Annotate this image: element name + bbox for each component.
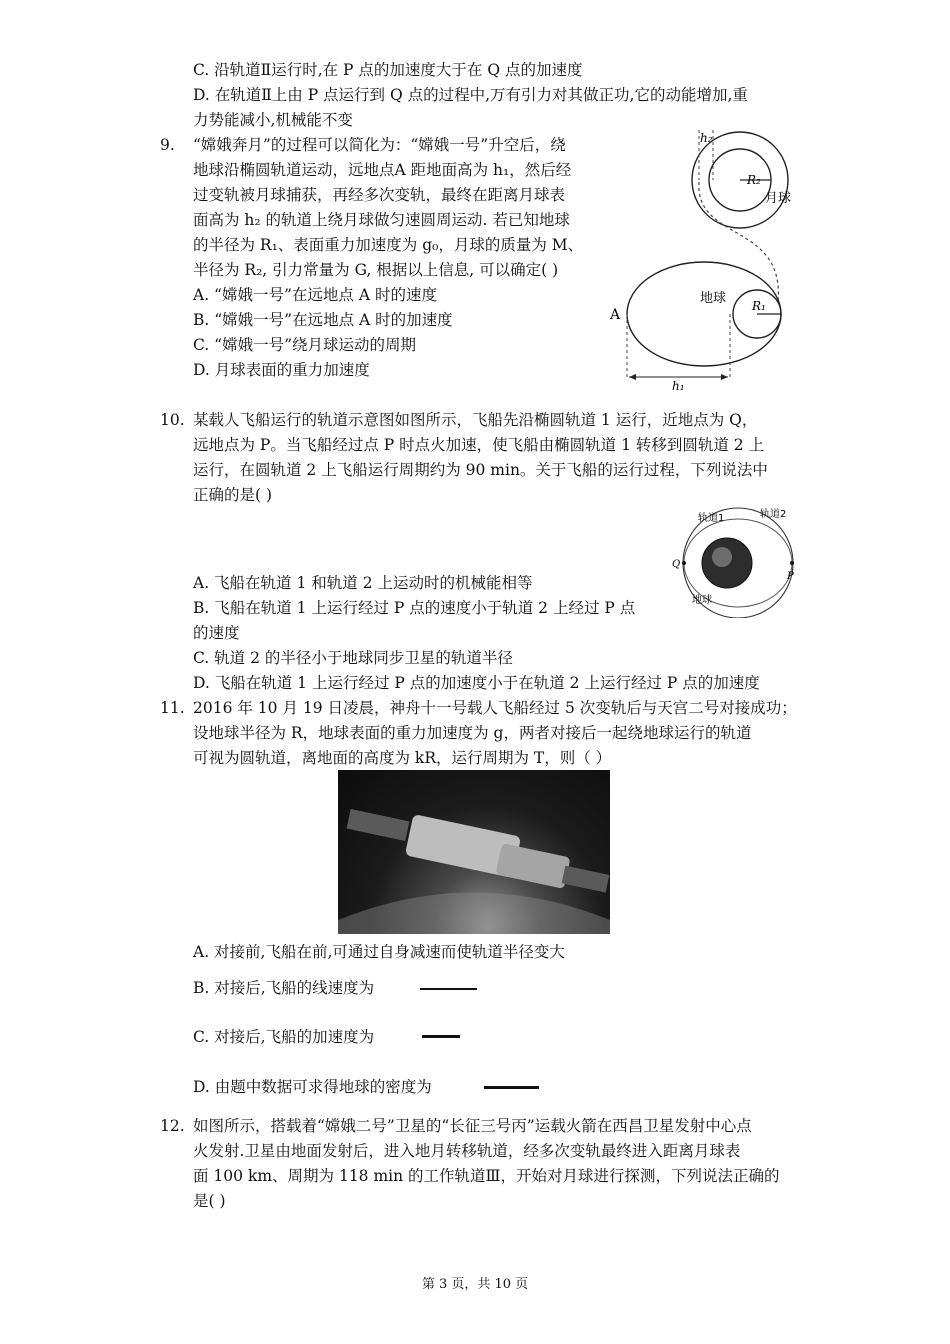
q10-option-a: A. 飞船在轨道 1 和轨道 2 上运动时的机械能相等 <box>193 574 533 592</box>
question-number-11: 11. <box>160 699 185 717</box>
q8-option-d: D. 在轨道Ⅱ上由 P 点运行到 Q 点的过程中,万有引力对其做正功,它的动能增加,重 <box>193 86 748 104</box>
point-p-marker <box>790 561 794 565</box>
earth-highlight <box>712 547 732 567</box>
q11-option-d: D. 由题中数据可求得地球的密度为 <box>193 1078 432 1096</box>
q10-stem-4: 正确的是( ) <box>193 486 273 504</box>
moon-label: 月球 <box>765 191 792 206</box>
solar-panel-right <box>562 866 610 893</box>
q10-option-d: D. 飞船在轨道 1 上运行经过 P 点的加速度小于在轨道 2 上运行经过 P 点的加速度 <box>193 674 760 692</box>
h1-label: h₁ <box>672 379 685 392</box>
solar-panel-left <box>347 809 410 841</box>
q11-option-a: A. 对接前,飞船在前,可通过自身减速而使轨道半径变大 <box>193 943 565 961</box>
spacecraft-orbit-diagram <box>670 503 800 618</box>
q11-option-c: C. 对接后,飞船的加速度为 <box>193 1028 375 1046</box>
q11-stem-2: 设地球半径为 R，地球表面的重力加速度为 g，两者对接后一起绕地球运行的轨道 <box>193 724 752 742</box>
q12-stem-3: 面 100 km、周期为 118 min 的工作轨道Ⅲ，开始对月球进行探测，下列说法正确的 <box>193 1167 780 1185</box>
q10-stem-2: 远地点为 P。当飞船经过点 P 时点火加速，使飞船由椭圆轨道 1 转移到圆轨道 2 上 <box>193 436 765 454</box>
question-number-10: 10. <box>160 411 185 429</box>
q9-stem-2: 地球沿椭圆轨道运动，远地点A 距地面高为 h₁，然后经 <box>193 161 572 179</box>
earth-label: 地球 <box>700 291 727 306</box>
q9-option-a: A. “嫦娥一号”在远地点 A 时的速度 <box>193 286 437 304</box>
q10-option-b-cont: 的速度 <box>193 624 240 642</box>
shenzhou-module <box>495 843 570 889</box>
q9-stem-1: “嫦娥奔月”的过程可以简化为：“嫦娥一号”升空后，绕 <box>193 136 566 154</box>
q9-stem-5: 的半径为 R₁、表面重力加速度为 g₀，月球的质量为 M、 <box>193 236 584 254</box>
q9-option-b: B. “嫦娥一号”在远地点 A 时的加速度 <box>193 311 453 329</box>
spacecraft-docking-photo <box>338 770 610 934</box>
earth-label-10: 地球 <box>692 595 712 606</box>
point-q-marker <box>682 561 686 565</box>
r2-label: R₂ <box>747 173 761 187</box>
q10-option-c: C. 轨道 2 的半径小于地球同步卫星的轨道半径 <box>193 649 513 667</box>
q10-option-b: B. 飞船在轨道 1 上运行经过 P 点的速度小于轨道 2 上经过 P 点 <box>193 599 636 617</box>
r1-label: R₁ <box>752 299 766 313</box>
q11-option-c-formula <box>422 1035 460 1038</box>
question-number-9: 9. <box>160 136 175 154</box>
q8-option-c: C. 沿轨道Ⅱ运行时,在 P 点的加速度大于在 Q 点的加速度 <box>193 61 583 79</box>
point-a-label: A <box>610 307 621 323</box>
q12-stem-4: 是( ) <box>193 1192 226 1210</box>
earth-moon-orbit-diagram <box>600 122 810 392</box>
h1-arrowhead-right <box>721 374 728 380</box>
q12-stem-2: 火发射.卫星由地面发射后，进入地月转移轨道，经多次变轨最终进入距离月球表 <box>193 1142 741 1160</box>
q11-stem-3: 可视为圆轨道，离地面的高度为 kR，运行周期为 T，则（ ） <box>193 749 612 767</box>
h2-label: h₂ <box>700 131 713 145</box>
q11-option-b-formula <box>420 988 477 990</box>
q11-option-b: B. 对接后,飞船的线速度为 <box>193 979 375 997</box>
question-number-12: 12. <box>160 1117 185 1135</box>
h1-arrowhead-left <box>629 374 636 380</box>
q8-option-d-cont: 力势能减小,机械能不变 <box>193 111 353 129</box>
point-q-label: Q <box>672 559 681 570</box>
q10-stem-3: 运行，在圆轨道 2 上飞船运行周期约为 90 min。关于飞船的运行过程，下列说法中 <box>193 461 768 479</box>
q9-stem-3: 过变轨被月球捕获，再经多次变轨，最终在距离月球表 <box>193 186 566 204</box>
page-footer: 第 3 页，共 10 页 <box>421 1277 529 1292</box>
q9-option-c: C. “嫦娥一号”绕月球运动的周期 <box>193 336 417 354</box>
spacecraft-illustration <box>338 770 610 934</box>
orbit-2-label: 轨道2 <box>760 509 787 520</box>
q9-stem-4: 面高为 h₂ 的轨道上绕月球做匀速圆周运动. 若已知地球 <box>193 211 570 229</box>
point-p-label: P <box>787 571 794 582</box>
q11-stem-1: 2016 年 10 月 19 日凌晨，神舟十一号载人飞船经过 5 次变轨后与天宫二号对接成功； <box>193 699 797 717</box>
q10-stem-1: 某载人飞船运行的轨道示意图如图所示，飞船先沿椭圆轨道 1 运行，近地点为 Q， <box>193 411 758 429</box>
q11-option-d-formula <box>484 1086 539 1089</box>
orbit-1-label: 轨道1 <box>698 513 725 524</box>
q9-stem-6: 半径为 R₂, 引力常量为 G, 根据以上信息, 可以确定( ) <box>193 261 559 279</box>
q9-option-d: D. 月球表面的重力加速度 <box>193 361 370 379</box>
earth-horizon <box>338 893 610 935</box>
q12-stem-1: 如图所示，搭载着“嫦娥二号”卫星的“长征三号丙”运载火箭在西昌卫星发射中心点 <box>193 1117 752 1135</box>
